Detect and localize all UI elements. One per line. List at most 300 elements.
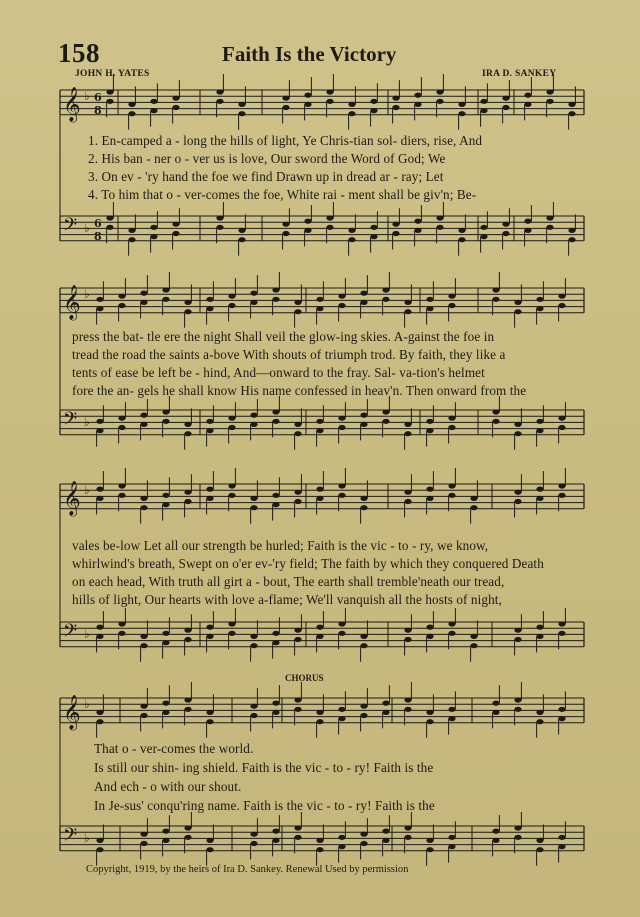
- note-head: [140, 291, 147, 296]
- note-head: [338, 493, 345, 498]
- note-head: [558, 416, 565, 421]
- note-head: [250, 634, 257, 639]
- note-head: [96, 719, 103, 724]
- note-head: [382, 710, 389, 715]
- note-head: [536, 428, 543, 433]
- note-head: [282, 105, 289, 110]
- note-head: [404, 499, 411, 504]
- note-head: [150, 234, 157, 239]
- note-head: [458, 237, 465, 242]
- note-head: [140, 841, 147, 846]
- note-head: [436, 89, 443, 94]
- note-head: [558, 835, 565, 840]
- note-head: [514, 309, 521, 314]
- note-head: [404, 707, 411, 712]
- note-head: [426, 487, 433, 492]
- note-head: [470, 496, 477, 501]
- lyric-line: And ech - o with our shout.: [94, 779, 242, 794]
- note-head: [448, 425, 455, 430]
- note-head: [238, 237, 245, 242]
- note-head: [304, 102, 311, 107]
- note-head: [96, 625, 103, 630]
- note-head: [250, 505, 257, 510]
- note-head: [536, 625, 543, 630]
- note-head: [348, 228, 355, 233]
- note-head: [206, 838, 213, 843]
- note-head: [338, 707, 345, 712]
- note-head: [316, 847, 323, 852]
- note-head: [502, 231, 509, 236]
- note-head: [492, 701, 499, 706]
- note-head: [436, 99, 443, 104]
- time-signature: 8: [94, 230, 102, 243]
- lyricist-credit: JOHN H. YATES: [75, 69, 150, 79]
- note-head: [338, 844, 345, 849]
- note-head: [250, 713, 257, 718]
- note-head: [524, 219, 531, 224]
- note-head: [140, 300, 147, 305]
- bass-clef-icon: 𝄢: [63, 409, 78, 434]
- note-head: [414, 228, 421, 233]
- note-head: [96, 428, 103, 433]
- note-head: [514, 499, 521, 504]
- note-head: [272, 710, 279, 715]
- note-head: [536, 634, 543, 639]
- note-head: [316, 719, 323, 724]
- note-head: [404, 422, 411, 427]
- note-head: [404, 628, 411, 633]
- note-head: [172, 105, 179, 110]
- lyric-line: Is still our shin- ing shield. Faith is the vic - to - ry! Faith is the: [94, 760, 434, 775]
- note-head: [338, 716, 345, 721]
- lyric-line: fore the an- gels he shall know His name confessed in heav'n. Then onward from the: [72, 383, 527, 398]
- note-head: [414, 219, 421, 224]
- note-head: [326, 89, 333, 94]
- note-head: [250, 704, 257, 709]
- note-head: [360, 841, 367, 846]
- note-head: [524, 102, 531, 107]
- note-head: [514, 707, 521, 712]
- note-head: [448, 631, 455, 636]
- note-head: [184, 309, 191, 314]
- note-head: [502, 96, 509, 101]
- note-head: [184, 431, 191, 436]
- note-head: [184, 490, 191, 495]
- note-head: [184, 300, 191, 305]
- lyric-line: That o - ver-comes the world.: [94, 741, 254, 756]
- note-head: [304, 228, 311, 233]
- note-head: [382, 297, 389, 302]
- lyric-line: press the bat- tle ere the night Shall veil the glow-ing skies. A-gainst the foe in: [72, 329, 495, 344]
- note-head: [370, 99, 377, 104]
- note-head: [162, 409, 169, 414]
- note-head: [206, 710, 213, 715]
- lyric-line: 3. On ev - 'ry hand the foe we find Drawn up in dread ar - ray; Let: [88, 169, 444, 184]
- note-head: [404, 431, 411, 436]
- note-head: [524, 228, 531, 233]
- note-head: [316, 634, 323, 639]
- note-head: [448, 707, 455, 712]
- note-head: [514, 490, 521, 495]
- note-head: [294, 490, 301, 495]
- note-head: [480, 99, 487, 104]
- note-head: [338, 621, 345, 626]
- note-head: [118, 303, 125, 308]
- note-head: [558, 621, 565, 626]
- note-head: [162, 493, 169, 498]
- note-head: [206, 625, 213, 630]
- note-head: [492, 419, 499, 424]
- note-head: [546, 225, 553, 230]
- copyright-notice: Copyright, 1919, by the heirs of Ira D. Sankey. Renewal Used by permission: [86, 864, 409, 875]
- note-head: [128, 111, 135, 116]
- note-head: [162, 631, 169, 636]
- note-head: [546, 89, 553, 94]
- note-head: [558, 631, 565, 636]
- note-head: [272, 409, 279, 414]
- note-head: [568, 237, 575, 242]
- note-head: [228, 425, 235, 430]
- note-head: [392, 105, 399, 110]
- flat-icon: ♭: [84, 627, 90, 641]
- note-head: [106, 99, 113, 104]
- note-head: [184, 835, 191, 840]
- note-head: [118, 416, 125, 421]
- note-head: [514, 637, 521, 642]
- note-head: [426, 625, 433, 630]
- flat-icon: ♭: [84, 831, 90, 845]
- note-head: [338, 416, 345, 421]
- note-head: [294, 707, 301, 712]
- note-head: [316, 297, 323, 302]
- note-head: [546, 99, 553, 104]
- note-head: [294, 637, 301, 642]
- note-head: [414, 93, 421, 98]
- note-head: [118, 483, 125, 488]
- note-head: [514, 422, 521, 427]
- note-head: [492, 297, 499, 302]
- note-head: [370, 234, 377, 239]
- treble-clef-icon: 𝄞: [63, 481, 81, 516]
- note-head: [514, 431, 521, 436]
- note-head: [536, 719, 543, 724]
- note-head: [162, 502, 169, 507]
- flat-icon: ♭: [84, 89, 90, 103]
- note-head: [282, 222, 289, 227]
- note-head: [536, 487, 543, 492]
- note-head: [492, 710, 499, 715]
- note-head: [162, 419, 169, 424]
- note-head: [448, 844, 455, 849]
- note-head: [514, 697, 521, 702]
- note-head: [404, 300, 411, 305]
- note-head: [360, 291, 367, 296]
- note-head: [360, 422, 367, 427]
- note-head: [96, 634, 103, 639]
- note-head: [128, 237, 135, 242]
- note-head: [216, 99, 223, 104]
- note-head: [106, 225, 113, 230]
- note-head: [426, 419, 433, 424]
- note-head: [294, 697, 301, 702]
- note-head: [426, 428, 433, 433]
- note-head: [238, 228, 245, 233]
- note-head: [360, 300, 367, 305]
- note-head: [448, 303, 455, 308]
- note-head: [250, 832, 257, 837]
- note-head: [392, 222, 399, 227]
- note-head: [96, 838, 103, 843]
- note-head: [118, 425, 125, 430]
- note-head: [338, 294, 345, 299]
- lyric-line: In Je-sus' conqu'ring name. Faith is the vic - to - ry! Faith is the: [94, 798, 435, 813]
- note-head: [480, 108, 487, 113]
- note-head: [448, 621, 455, 626]
- note-head: [294, 499, 301, 504]
- note-head: [228, 631, 235, 636]
- note-head: [294, 309, 301, 314]
- note-head: [404, 825, 411, 830]
- note-head: [184, 499, 191, 504]
- note-head: [558, 294, 565, 299]
- note-head: [162, 838, 169, 843]
- note-head: [316, 306, 323, 311]
- lyric-line: tread the road the saints a-bove With shouts of triumph trod. By faith, they like a: [72, 347, 506, 362]
- note-head: [118, 294, 125, 299]
- note-head: [448, 416, 455, 421]
- note-head: [140, 505, 147, 510]
- note-head: [382, 701, 389, 706]
- flat-icon: ♭: [84, 287, 90, 301]
- note-head: [360, 496, 367, 501]
- note-head: [360, 713, 367, 718]
- note-head: [470, 634, 477, 639]
- bass-clef-icon: 𝄢: [63, 825, 78, 850]
- lyric-line: hills of light, Our hearts with love a-flame; We'll vanquish all the hosts of night,: [72, 592, 502, 607]
- note-head: [272, 493, 279, 498]
- note-head: [282, 231, 289, 236]
- note-head: [250, 841, 257, 846]
- note-head: [162, 710, 169, 715]
- note-head: [382, 287, 389, 292]
- note-head: [370, 108, 377, 113]
- note-head: [206, 428, 213, 433]
- note-head: [250, 300, 257, 305]
- note-head: [360, 413, 367, 418]
- hymn-number: 158: [58, 38, 100, 68]
- note-head: [448, 483, 455, 488]
- note-head: [360, 704, 367, 709]
- note-head: [294, 431, 301, 436]
- note-head: [250, 643, 257, 648]
- note-head: [172, 96, 179, 101]
- note-head: [360, 634, 367, 639]
- note-head: [140, 713, 147, 718]
- note-head: [338, 425, 345, 430]
- note-head: [140, 422, 147, 427]
- note-head: [172, 222, 179, 227]
- note-head: [426, 719, 433, 724]
- time-signature: 8: [94, 104, 102, 117]
- note-head: [150, 108, 157, 113]
- note-head: [414, 102, 421, 107]
- note-head: [162, 640, 169, 645]
- note-head: [294, 628, 301, 633]
- note-head: [96, 419, 103, 424]
- note-head: [546, 215, 553, 220]
- treble-clef-icon: 𝄞: [63, 87, 81, 122]
- flat-icon: ♭: [84, 483, 90, 497]
- note-head: [294, 825, 301, 830]
- note-head: [316, 710, 323, 715]
- note-head: [140, 704, 147, 709]
- note-head: [272, 701, 279, 706]
- note-head: [436, 225, 443, 230]
- note-head: [568, 228, 575, 233]
- note-head: [96, 847, 103, 852]
- note-head: [568, 102, 575, 107]
- note-head: [470, 643, 477, 648]
- note-head: [426, 496, 433, 501]
- note-head: [514, 825, 521, 830]
- note-head: [514, 628, 521, 633]
- note-head: [184, 628, 191, 633]
- note-head: [536, 306, 543, 311]
- note-head: [536, 419, 543, 424]
- note-head: [140, 413, 147, 418]
- note-head: [172, 231, 179, 236]
- note-head: [118, 631, 125, 636]
- note-head: [360, 643, 367, 648]
- note-head: [228, 493, 235, 498]
- note-head: [480, 234, 487, 239]
- note-head: [536, 838, 543, 843]
- note-head: [360, 505, 367, 510]
- note-head: [206, 419, 213, 424]
- note-head: [404, 835, 411, 840]
- lyric-line: 4. To him that o - ver-comes the foe, White rai - ment shall be giv'n; Be-: [88, 187, 477, 202]
- note-head: [492, 829, 499, 834]
- note-head: [216, 225, 223, 230]
- note-head: [238, 111, 245, 116]
- note-head: [514, 835, 521, 840]
- note-head: [250, 496, 257, 501]
- note-head: [316, 428, 323, 433]
- note-head: [106, 215, 113, 220]
- note-head: [140, 634, 147, 639]
- note-head: [272, 640, 279, 645]
- note-head: [338, 835, 345, 840]
- note-head: [316, 625, 323, 630]
- note-head: [250, 291, 257, 296]
- note-head: [118, 493, 125, 498]
- note-head: [140, 832, 147, 837]
- note-head: [404, 309, 411, 314]
- note-head: [206, 297, 213, 302]
- note-head: [294, 422, 301, 427]
- time-signature: 6: [94, 217, 102, 230]
- note-head: [206, 847, 213, 852]
- composer-credit: IRA D. SANKEY: [482, 69, 557, 79]
- hymn-title: Faith Is the Victory: [222, 42, 397, 66]
- note-head: [558, 844, 565, 849]
- note-head: [348, 111, 355, 116]
- note-head: [348, 237, 355, 242]
- treble-clef-icon: 𝄞: [63, 285, 81, 320]
- note-head: [96, 306, 103, 311]
- note-head: [238, 102, 245, 107]
- note-head: [294, 300, 301, 305]
- note-head: [360, 832, 367, 837]
- note-head: [382, 829, 389, 834]
- note-head: [426, 838, 433, 843]
- note-head: [558, 483, 565, 488]
- note-head: [162, 297, 169, 302]
- note-head: [426, 634, 433, 639]
- note-head: [228, 621, 235, 626]
- note-head: [404, 637, 411, 642]
- note-head: [162, 829, 169, 834]
- note-head: [96, 487, 103, 492]
- note-head: [470, 505, 477, 510]
- lyric-line: 2. His ban - ner o - ver us is love, Our sword the Word of God; We: [88, 151, 446, 166]
- note-head: [272, 631, 279, 636]
- note-head: [272, 838, 279, 843]
- bass-clef-icon: 𝄢: [63, 215, 78, 240]
- note-head: [316, 496, 323, 501]
- note-head: [558, 425, 565, 430]
- note-head: [404, 490, 411, 495]
- note-head: [536, 297, 543, 302]
- note-head: [184, 637, 191, 642]
- note-head: [492, 409, 499, 414]
- note-head: [228, 303, 235, 308]
- note-head: [326, 225, 333, 230]
- note-head: [96, 710, 103, 715]
- note-head: [502, 105, 509, 110]
- note-head: [492, 287, 499, 292]
- lyric-line: 1. En-camped a - long the hills of light, Ye Chris-tian sol- diers, rise, And: [88, 133, 483, 148]
- note-head: [272, 419, 279, 424]
- note-head: [458, 102, 465, 107]
- note-head: [184, 697, 191, 702]
- note-head: [558, 716, 565, 721]
- note-head: [184, 707, 191, 712]
- note-head: [536, 710, 543, 715]
- note-head: [118, 621, 125, 626]
- note-head: [392, 231, 399, 236]
- note-head: [382, 419, 389, 424]
- note-head: [294, 835, 301, 840]
- note-head: [206, 487, 213, 492]
- note-head: [536, 847, 543, 852]
- note-head: [558, 303, 565, 308]
- note-head: [316, 419, 323, 424]
- note-head: [524, 93, 531, 98]
- note-head: [458, 228, 465, 233]
- note-head: [272, 502, 279, 507]
- note-head: [206, 719, 213, 724]
- note-head: [250, 413, 257, 418]
- note-head: [304, 93, 311, 98]
- note-head: [448, 835, 455, 840]
- note-head: [272, 829, 279, 834]
- note-head: [272, 287, 279, 292]
- note-head: [128, 102, 135, 107]
- note-head: [162, 701, 169, 706]
- note-head: [480, 225, 487, 230]
- note-head: [140, 643, 147, 648]
